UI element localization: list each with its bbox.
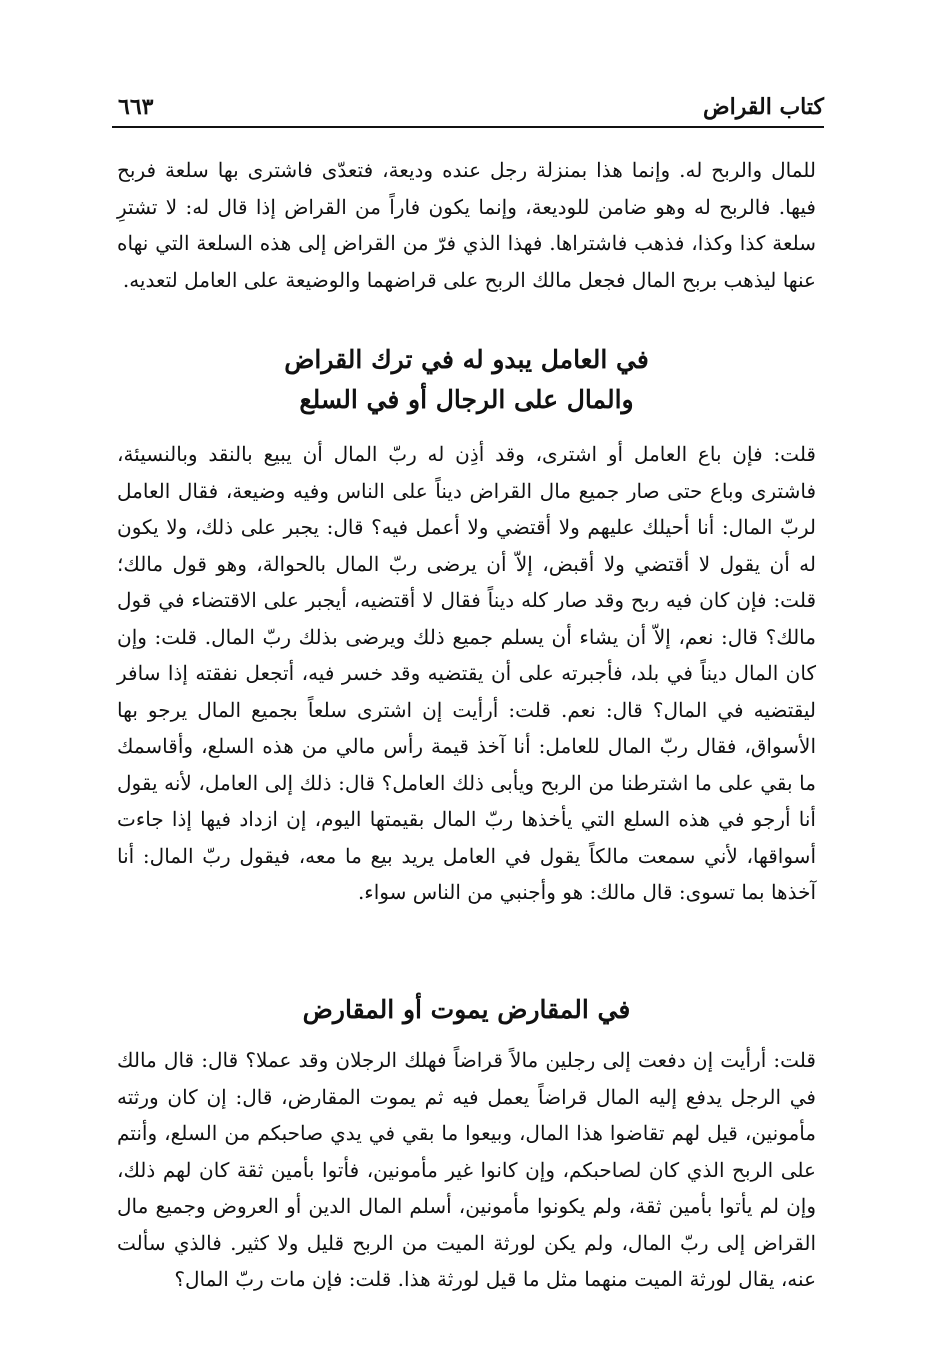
paragraph-2: قلت: فإن باع العامل أو اشترى، وقد أذِن له ربّ المال أن يبيع بالنقد وبالنسيئة، فاشترى وباع حتى صار جميع مال القراض ديناً على الناس وفيه وضيعة، فقال العامل لربّ المال: أنا أحيلك عليهم ولا أقتضي ولا أعمل فيه؟ قال: يجبر على ذلك، ولا يكون له أن يقول لا أقتضي ولا أقبض، إلاّ أن يرضى ربّ المال بالحوالة، وهو قول مالك؛ قلت: فإن كان فيه ربح وقد صار كله ديناً فقال لا أقتضيه، أيجبر على الاقتضاء في قول مالك؟ قال: نعم، إلاّ أن يشاء أن يسلم جميع ذلك ويرضى بذلك ربّ المال. قلت: وإن كان المال ديناً في بلد، فأجبرته على أن يقتضيه وقد خسر فيه، أتجعل نفقته إذا سافر ليقتضيه في المال؟ قال: نعم. قلت: أرأيت إن اشترى سلعاً بجميع المال يرجو بها الأسواق، فقال ربّ المال للعامل: أنا آخذ قيمة رأس مالي من هذه السلع، وأقاسمك ما بقي على ما اشترطنا من الربح ويأبى ذلك العامل؟ قال: ذلك إلى العامل، لأنه يقول أنا أرجو في هذه السلع التي يأخذها ربّ المال بقيمتها اليوم، إن ازداد فيها إذا جاءت أسواقها، لأني سمعت مالكاً يقول في العامل يريد بيع ما معه، فيقول ربّ المال: أنا آخذها بما تسوى: قال مالك: هو وأجنبي من الناس سواء. — [117, 442, 816, 904]
section-heading-1 — [117, 340, 816, 420]
paragraph-3: قلت: أرأيت إن دفعت إلى رجلين مالاً قراضاً فهلك الرجلان وقد عملا؟ قال: قال مالك في الرجل يدفع إليه المال قراضاً يعمل فيه ثم يموت المقارض، قال: إن كان ورثته مأمونين، قيل لهم تقاضوا هذا المال، وبيعوا ما بقي في يدي صاحبكم من السلع، وأنتم على الربح الذي كان لصاحبكم، وإن كانوا غير مأمونين، فأتوا بأمين ثقة كان لهم ذلك، وإن لم يأتوا بأمين ثقة، ولم يكونوا مأمونين، أسلم المال الدين أو العروض وجميع مال القراض إلى ربّ المال، ولم يكن لورثة الميت من الربح قليل ولا كثير. فالذي سألت عنه، يقال لورثة الميت منهما مثل ما قيل لورثة هذا. قلت: فإن مات ربّ المال؟ — [117, 1048, 816, 1291]
section-heading-1-line-2: والمال على الرجال أو في السلع — [299, 385, 634, 414]
header-rule — [112, 126, 824, 128]
section-heading-1-line-1: في العامل يبدو له في ترك القراض — [284, 345, 649, 374]
running-title: كتاب القراض — [703, 94, 824, 120]
page-header — [112, 88, 824, 128]
section-heading-2: في المقارض يموت أو المقارض — [302, 995, 631, 1024]
paragraph-1: للمال والربح له. وإنما هذا بمنزلة رجل عنده وديعة، فتعدّى فاشترى بها سلعة فربح فيها. فالربح له وهو ضامن للوديعة، وإنما يكون فاراً من القراض إذا قال له: لا تشترِ سلعة كذا وكذا، فذهب فاشتراها. فهذا الذي فرّ من القراض إلى هذه السلعة التي نهاه عنها ليذهب بربح المال فجعل مالك الربح على قراضهما والوضيعة على العامل لتعديه. — [117, 158, 816, 292]
page-number: ٦٦٣ — [118, 94, 154, 120]
